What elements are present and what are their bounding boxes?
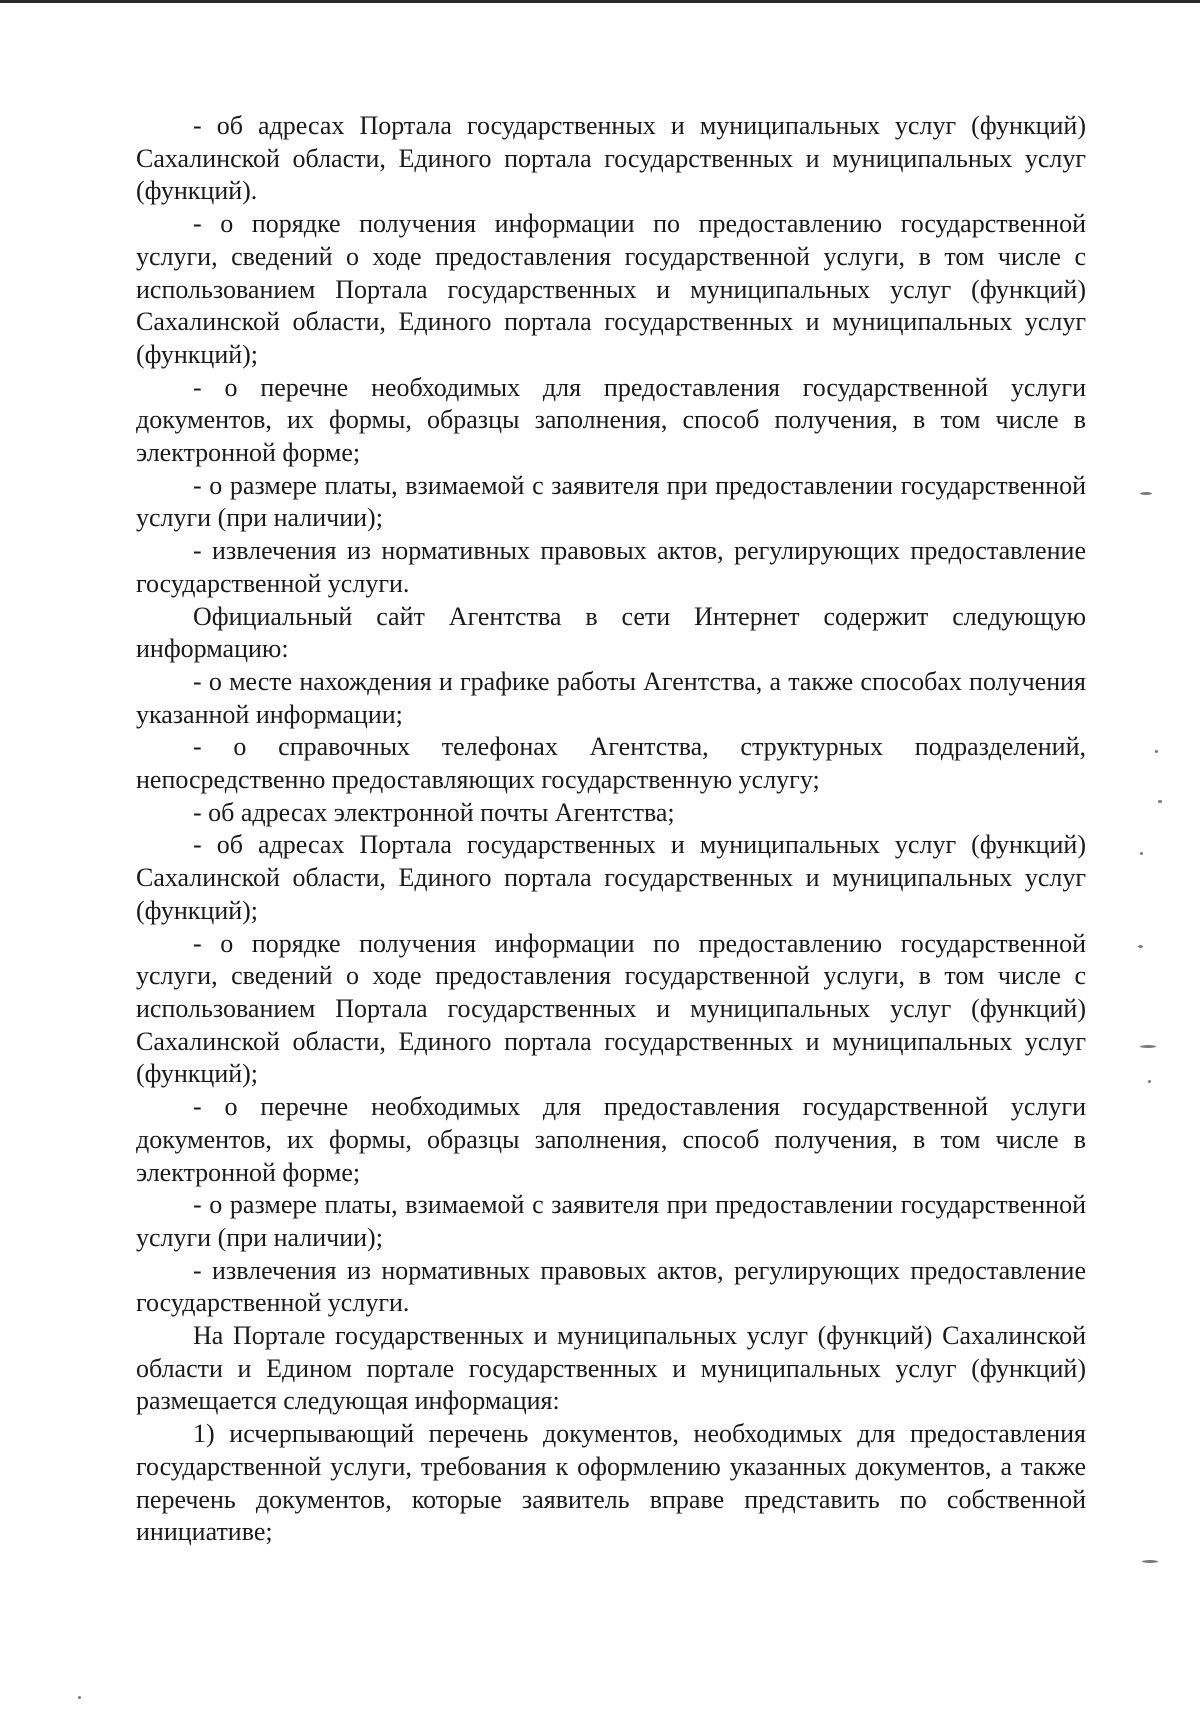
paragraph-email: - об адресах электронной почты Агентства;: [193, 797, 675, 827]
scan-speck: [1140, 1045, 1156, 1048]
paragraph-legal-extracts: - извлечения из нормативных правовых актов, регулирующих предоставление государственной услуги.: [136, 536, 1086, 598]
paragraph-fee: - о размере платы, взимаемой с заявителя при предоставлении государственной услуги (при наличии);: [136, 470, 1086, 533]
paragraph-info-procedure: - о порядке получения информации по предоставлению государственной услуги, сведений о ходе предоставления государственной услуги, в том числе с использованием Портала государственных и муниципальных услуг (функций) Сахалинской области, Единого портала государственных и муниципальных услуг (функций);: [136, 209, 1086, 369]
paragraph-info-procedure-2: - о порядке получения информации по предоставлению государственной услуги, сведений о ходе предоставления государственной услуги, в том числе с использованием Портала государственных и муниципальных услуг (функций) Сахалинской области, Единого портала государственных и муниципальных услуг (функций);: [136, 928, 1086, 1089]
paragraph-legal-extracts-2: - извлечения из нормативных правовых актов, регулирующих предоставление государственной услуги.: [136, 1255, 1086, 1318]
scan-speck: [1148, 1080, 1151, 1083]
paragraph-item-1: 1) исчерпывающий перечень документов, необходимых для предоставления государственной услуги, требования к оформлению указанных документов, а также перечень документов, которые заявитель вправе представить по собственной инициативе;: [136, 1419, 1086, 1547]
scan-speck: [1142, 1560, 1158, 1563]
document-body: [136, 110, 1086, 1549]
paragraph-documents-list-2: - о перечне необходимых для предоставления государственной услуги документов, их формы, образцы заполнения, способ получения, в том числе в электронной форме;: [136, 1092, 1086, 1187]
paragraph-phones: - о справочных телефонах Агентства, структурных подразделений, непосредственно предоставляющих государственную услугу;: [136, 732, 1086, 795]
paragraph-documents-list: - о перечне необходимых для предоставления государственной услуги документов, их формы, образцы заполнения, способ получения, в том числе в электронной форме;: [136, 372, 1086, 468]
paragraph-portal-addresses: - об адресах Портала государственных и муниципальных услуг (функций) Сахалинской области, Единого портала государственных и муниципальных услуг (функций).: [136, 111, 1086, 206]
scan-speck: [1155, 750, 1158, 753]
scan-speck: [1138, 945, 1143, 948]
page-top-edge: [0, 0, 1200, 3]
scan-speck: [1140, 492, 1152, 495]
paragraph-website-intro: Официальный сайт Агентства в сети Интернет содержит следующую информацию:: [136, 601, 1086, 664]
scan-speck: [78, 1696, 81, 1699]
paragraph-portal-addresses-2: - об адресах Портала государственных и муниципальных услуг (функций) Сахалинской области, Единого портала государственных и муниципальных услуг (функций);: [136, 830, 1086, 925]
paragraph-fee-2: - о размере платы, взимаемой с заявителя при предоставлении государственной услуги (при наличии);: [136, 1190, 1086, 1252]
scan-speck: [1158, 800, 1162, 803]
paragraph-location-schedule: - о месте нахождения и графике работы Агентства, а также способах получения указанной информации;: [136, 666, 1086, 729]
scan-speck: [1140, 852, 1143, 855]
paragraph-portal-intro: На Портале государственных и муниципальных услуг (функций) Сахалинской области и Едином портале государственных и муниципальных услуг (функций) размещается следующая информация:: [136, 1321, 1086, 1416]
